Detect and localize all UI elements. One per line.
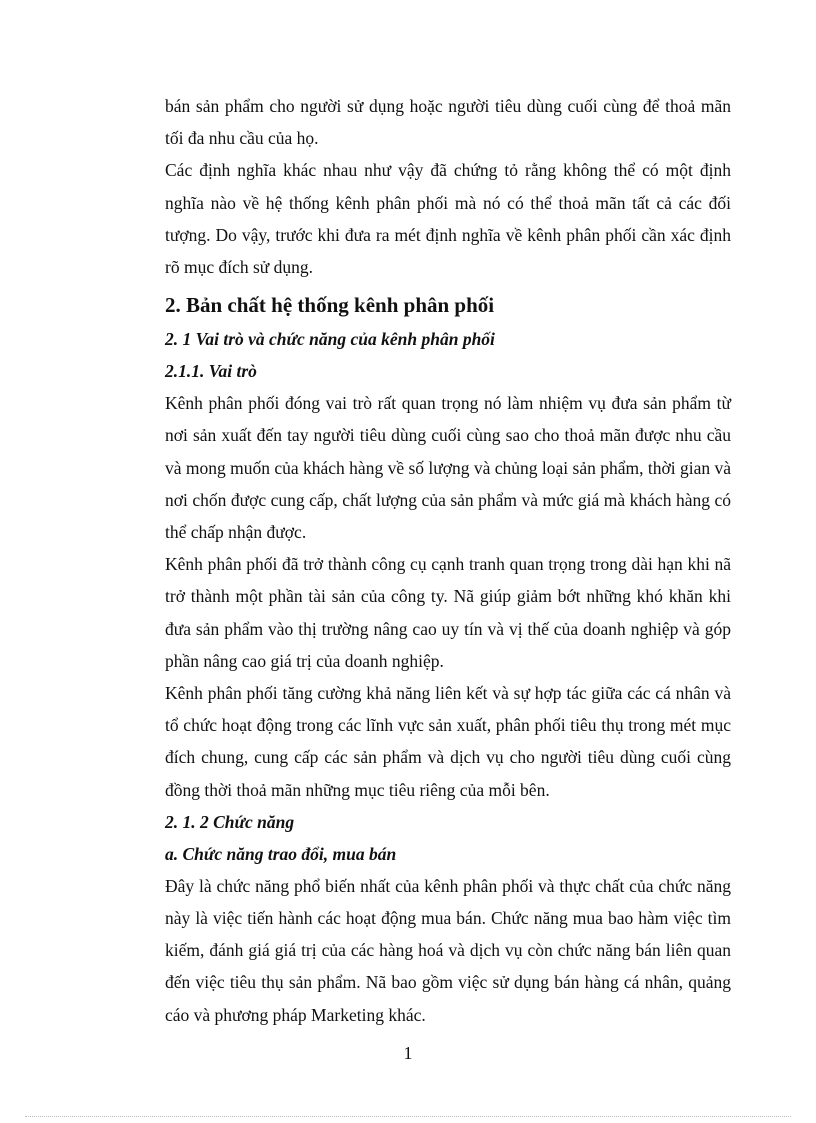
subsection-heading-functions: 2. 1. 2 Chức năng [165,811,295,832]
page-content [165,90,731,1031]
section-heading: 2. Bản chất hệ thống kênh phân phối [165,293,495,318]
paragraph-definitions-text: Các định nghĩa khác nhau như vậy đã chứng tỏ rằng không thể có một định nghĩa nào về hệ thống kênh phân phối mà nó có thể thoả mãn tất cả các đối tượng. Do vậy, trước khi đưa ra mét định nghĩa về kênh phân phối cần xác định rõ mục đích sử dụng. [165,160,731,278]
subsection-heading-exchange: a. Chức năng trao đổi, mua bán [165,843,397,864]
subsection-heading-role-function: 2. 1 Vai trò và chức năng của kênh phân phối [165,329,495,350]
subsection-heading-role: 2.1.1. Vai trò [165,361,257,382]
paragraph-exchange: Đây là chức năng phổ biến nhất của kênh phân phối và thực chất của chức năng này là việc tiến hành các hoạt động mua bán. Chức năng mua bao hàm việc tìm kiếm, đánh giá giá trị của các hàng hoá và dịch vụ còn chức năng bán liên quan đến việc tiêu thụ sản phẩm. Nã bao gồm việc sử dụng bán hàng cá nhân, quảng cáo và phương pháp Marketing khác. [165,875,731,1025]
paragraph-role-3: Kênh phân phối tăng cường khả năng liên kết và sự hợp tác giữa các cá nhân và tổ chức hoạt động trong các lĩnh vực sản xuất, phân phối tiêu thụ trong mét mục đích chung, cung cấp các sản phẩm và dịch vụ cho người tiêu dùng cuối cùng đồng thời thoả mãn những mục tiêu riêng của mỗi bên. [165,683,731,800]
paragraph-role-2: Kênh phân phối đã trở thành công cụ cạnh tranh quan trọng trong dài hạn khi nã trở thành một phần tài sản của công ty. Nã giúp giảm bớt những khó khăn khi đưa sản phẩm vào thị trường nâng cao uy tín và vị thế của doanh nghiệp và góp phần nâng cao giá trị của doanh nghiệp. [165,554,731,671]
paragraph-continuation: bán sản phẩm cho người sử dụng hoặc người tiêu dùng cuối cùng để thoả mãn tối đa nhu cầu của họ. [165,96,731,149]
paragraph-role-1: Kênh phân phối đóng vai trò rất quan trọng nó làm nhiệm vụ đưa sản phẩm từ nơi sản xuất đến tay người tiêu dùng cuối cùng sao cho thoả mãn được nhu cầu và mong muốn của khách hàng về số lượng và chủng loại sản phẩm, thời gian và nơi chốn được cung cấp, chất lượng của sản phẩm và mức giá mà khách hàng có thể chấp nhận được. [165,393,731,543]
footer-divider [25,1116,791,1117]
paragraph-definitions [165,154,731,283]
page-number: 1 [403,1043,413,1063]
